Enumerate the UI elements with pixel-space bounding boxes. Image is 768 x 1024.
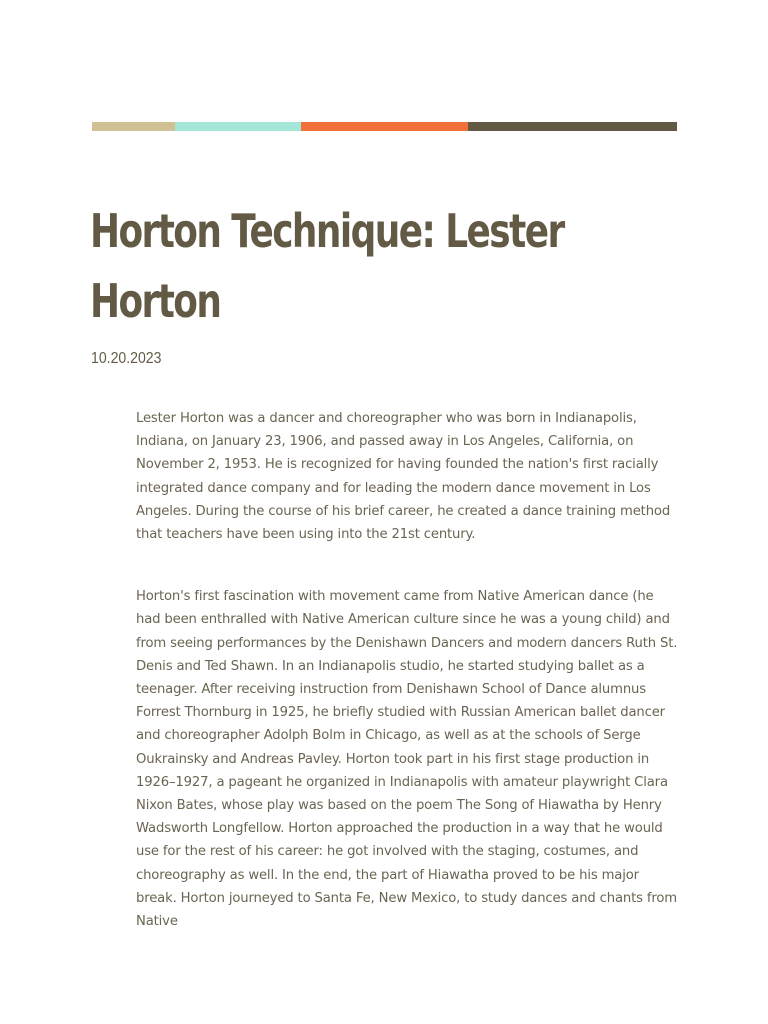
decorative-color-bar [92,122,677,131]
color-bar-segment [175,122,301,131]
document-body [136,407,681,972]
body-paragraph: Lester Horton was a dancer and choreographer who was born in Indianapolis, Indiana, on January 23, 1906, and passed away in Los Angeles, California, on November 2, 1953. He is recognized for having founded the nation's first racially integrated dance company and for leading the modern dance movement in Los Angeles. During the course of his brief career, he created a dance training method that teachers have been using into the 21st century. [136,411,671,543]
document-title: Horton Technique: Lester Horton [90,204,564,328]
document-date: 10.20.2023 [91,350,162,367]
color-bar-segment [92,122,175,131]
color-bar-segment [301,122,468,131]
body-paragraph: Horton's first fascination with movement came from Native American dance (he had been enthralled with Native American culture since he was a young child) and from seeing performances by the Denishawn Dancers and modern dancers Ruth St. Denis and Ted Shawn. In an Indianapolis studio, he started studying ballet as a teenager. After receiving instruction from Denishawn School of Dance alumnus Forrest Thornburg in 1925, he briefly studied with Russian American ballet dancer and choreographer Adolph Bolm in Chicago, as well as at the schools of Serge Oukrainsky and Andreas Pavley. Horton took part in his first stage production in 1926–1927, a pageant he organized in Indianapolis with amateur playwright Clara Nixon Bates, whose play was based on the poem The Song of Hiawatha by Henry Wadsworth Longfellow. Horton approached the production in a way that he would use for the rest of his career: he got involved with the staging, costumes, and choreography as well. In the end, the part of Hiawatha proved to be his major break. Horton journeyed to Santa Fe, New Mexico, to study dances and chants from Native [136,589,678,930]
color-bar-segment [468,122,677,131]
